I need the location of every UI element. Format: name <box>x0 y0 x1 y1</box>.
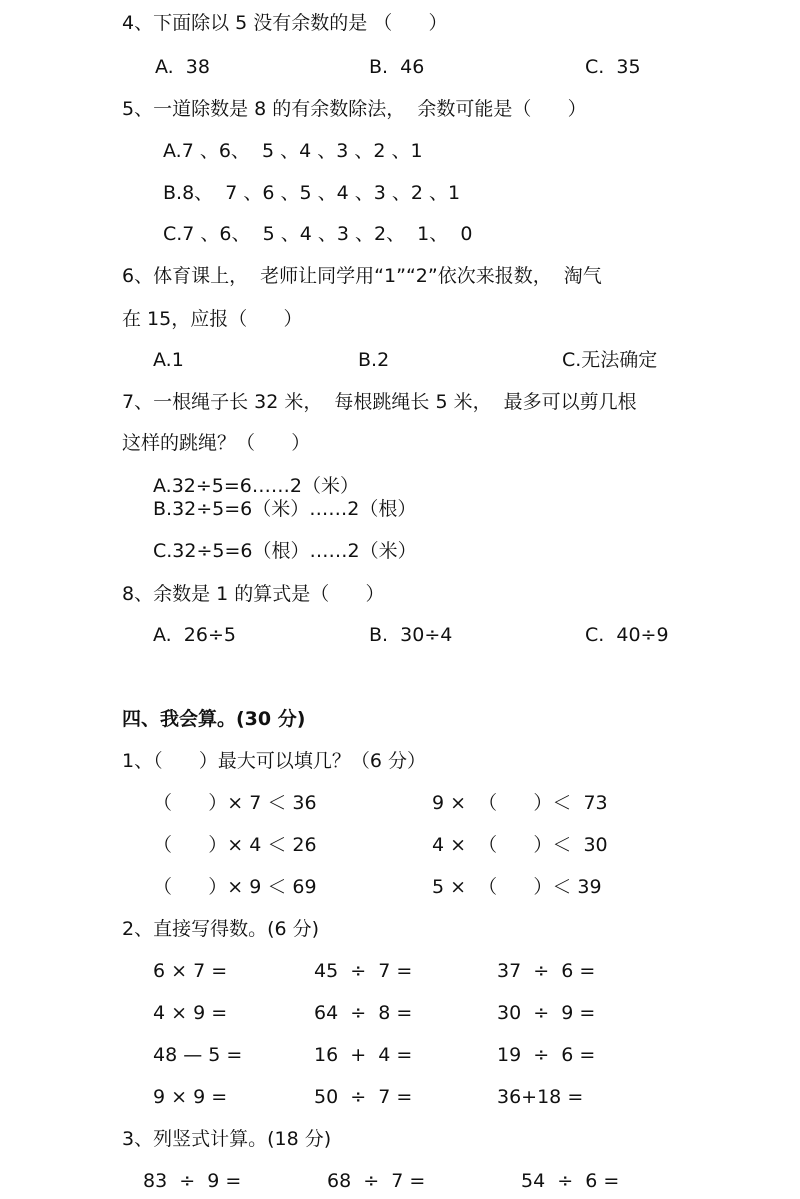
q8-option-b: B. 30÷4 <box>369 624 453 646</box>
q7-option-a: A.32÷5=6……2（米） <box>153 475 359 497</box>
question-4: 4、下面除以 5 没有余数的是 （ ） <box>122 12 448 34</box>
q6-option-c: C.无法确定 <box>562 349 658 371</box>
p1-row-3-right: 5 × （ ）＜ 39 <box>432 876 602 898</box>
p1-row-1-left: （ ）× 7 ＜ 36 <box>153 792 317 814</box>
p2-row-3-col-1: 48 — 5 = <box>153 1044 243 1066</box>
part-3-title: 3、列竖式计算。(18 分) <box>122 1128 332 1150</box>
p2-row-2-col-3: 30 ÷ 9 = <box>497 1002 596 1024</box>
p3-expr-2: 68 ÷ 7 = <box>327 1170 426 1192</box>
section-4-title: 四、我会算。(30 分) <box>122 708 306 730</box>
p1-row-1-right: 9 × （ ）＜ 73 <box>432 792 608 814</box>
q6-option-a: A.1 <box>153 349 184 371</box>
p1-row-3-left: （ ）× 9 ＜ 69 <box>153 876 317 898</box>
part-1-title: 1、（ ）最大可以填几？（6 分） <box>122 750 426 772</box>
q8-option-a: A. 26÷5 <box>153 624 236 646</box>
q7-option-b: B.32÷5=6（米）……2（根） <box>153 498 417 520</box>
p3-expr-1: 83 ÷ 9 = <box>143 1170 242 1192</box>
q5-option-a: A.7 、6、 5 、4 、3 、2 、1 <box>163 140 423 162</box>
q6-option-b: B.2 <box>358 349 390 371</box>
q5-option-b: B.8、 7 、6 、5 、4 、3 、2 、1 <box>163 182 461 204</box>
p2-row-2-col-1: 4 × 9 = <box>153 1002 228 1024</box>
part-2-title: 2、直接写得数。(6 分) <box>122 918 320 940</box>
q4-option-a: A. 38 <box>155 56 210 78</box>
question-6-line-2: 在 15，应报（ ） <box>122 308 303 330</box>
q8-option-c: C. 40÷9 <box>585 624 669 646</box>
p2-row-4-col-1: 9 × 9 = <box>153 1086 228 1108</box>
p2-row-1-col-1: 6 × 7 = <box>153 960 228 982</box>
p2-row-4-col-3: 36+18 = <box>497 1086 584 1108</box>
q7-option-c: C.32÷5=6（根）……2（米） <box>153 540 417 562</box>
q5-option-c: C.7 、6、 5 、4 、3 、2、 1、 0 <box>163 223 473 245</box>
question-6-line-1: 6、体育课上， 老师让同学用“1”“2”依次来报数， 淘气 <box>122 265 602 287</box>
p3-expr-3: 54 ÷ 6 = <box>521 1170 620 1192</box>
q4-option-c: C. 35 <box>585 56 641 78</box>
p1-row-2-left: （ ）× 4 ＜ 26 <box>153 834 317 856</box>
p2-row-1-col-2: 45 ÷ 7 = <box>314 960 413 982</box>
p2-row-3-col-3: 19 ÷ 6 = <box>497 1044 596 1066</box>
question-7-line-1: 7、一根绳子长 32 米， 每根跳绳长 5 米， 最多可以剪几根 <box>122 391 637 413</box>
p2-row-4-col-2: 50 ÷ 7 = <box>314 1086 413 1108</box>
q4-option-b: B. 46 <box>369 56 425 78</box>
p2-row-2-col-2: 64 ÷ 8 = <box>314 1002 413 1024</box>
p1-row-2-right: 4 × （ ）＜ 30 <box>432 834 608 856</box>
question-8: 8、余数是 1 的算式是（ ） <box>122 583 385 605</box>
question-7-line-2: 这样的跳绳？（ ） <box>122 432 311 454</box>
question-5: 5、一道除数是 8 的有余数除法， 余数可能是（ ） <box>122 98 587 120</box>
p2-row-3-col-2: 16 + 4 = <box>314 1044 413 1066</box>
p2-row-1-col-3: 37 ÷ 6 = <box>497 960 596 982</box>
